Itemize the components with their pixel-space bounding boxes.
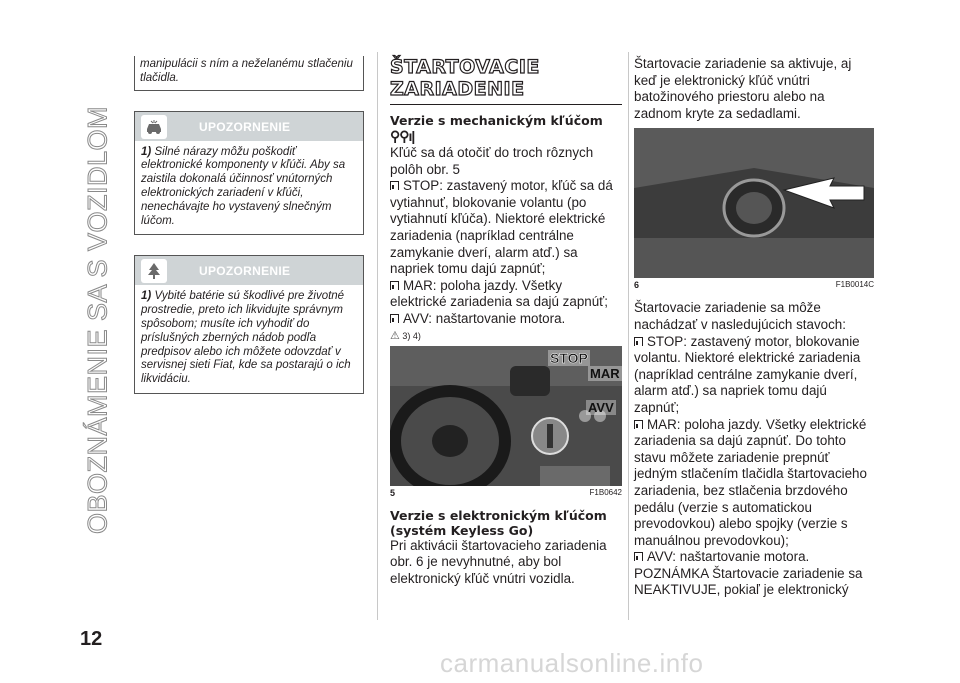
figure-code: F1B0642 bbox=[589, 487, 622, 497]
chapter-side-tab bbox=[78, 40, 118, 600]
recycle-tree-icon bbox=[141, 259, 167, 283]
bullet-icon bbox=[390, 181, 399, 190]
list-item: MAR: poloha jazdy. Všetky elektrické zariadenia sa dajú zapnúť. Do tohto stavu môžete zariadenie prepnúť jedným stlačením tlačidla štartovacieho zariadenia, bez stlačenia brzdového pedálu (verzie s automatickou prevodovkou) alebo spojky (verzie s manuálnou prevodovkou); bbox=[634, 416, 867, 548]
list-item: MAR: poloha jazdy. Všetky elektrické zariadenia sa dajú zapnúť; bbox=[390, 277, 608, 310]
warning-number: 1) bbox=[141, 145, 152, 158]
figure-ignition-key bbox=[390, 346, 622, 486]
warning-title: UPOZORNENIE bbox=[199, 264, 291, 279]
figure-number: 5 bbox=[390, 487, 396, 498]
warning-banner bbox=[134, 255, 364, 285]
warning-title: UPOZORNENIE bbox=[199, 119, 291, 134]
label-stop: STOP bbox=[550, 349, 588, 366]
list-item: STOP: zastavený motor, kľúč sa dá vytiahnuť, blokovanie volantu (po vytiahnutí kľúča). Niektoré elektrické zariadenia (napríklad centrálne zamykanie dverí, alarm atď.) sa napriek tomu dajú zapnúť; bbox=[390, 178, 613, 277]
note: POZNÁMKA Štartovacie zariadenie sa NEAKTIVUJE, pokiaľ je elektronický bbox=[634, 565, 863, 598]
warning-banner bbox=[134, 111, 364, 141]
paragraph: Pri aktivácii štartovacieho zariadenia obr. 6 je nevyhnutné, aby bol elektronický kľúč vnútri vozidla. bbox=[390, 537, 607, 586]
warning-text: Silné nárazy môžu poškodiť elektronické komponenty v kľúči. Aby sa zaistila dokonalá účinnosť vnútorných elektronických zariadení v kľúči, nenechávajte ho vystavený slnečným lúčom. bbox=[141, 145, 346, 227]
warning-text: Vybité batérie sú škodlivé pre životné prostredie, preto ich likvidujte správnym spôsobom; musíte ich vyhodiť do príslušných zberných nádob podľa predpisov alebo ich môžete odovzdať v servisnej sieti Fiat, kde sa postarajú o ich likvidáciu. bbox=[141, 290, 351, 386]
figure-number: 6 bbox=[634, 280, 640, 291]
column-left bbox=[134, 56, 364, 394]
start-button-illustration bbox=[634, 128, 874, 278]
warning-body bbox=[134, 285, 364, 394]
section-heading: ŠTARTOVACIE ZARIADENIE bbox=[390, 56, 540, 100]
column-right bbox=[634, 56, 874, 599]
paragraph: Štartovacie zariadenie sa môže nachádzať v nasledujúcich stavoch: bbox=[634, 300, 846, 332]
intro-note bbox=[134, 56, 364, 91]
list-item: AVV: naštartovanie motora. bbox=[634, 549, 874, 566]
warning-triangle-icon: ⚠ bbox=[390, 329, 400, 342]
warning-number: 1) bbox=[141, 290, 152, 303]
watermark: carmanualsonline.info bbox=[440, 648, 704, 678]
paragraph: Štartovacie zariadenie sa aktivuje, aj keď je elektronický kľúč vnútri batožinového priestoru alebo na zadnom kryte za sedadlami. bbox=[634, 56, 852, 121]
subheading-mechanical-key: Verzie s mechanickým kľúčom bbox=[390, 113, 603, 128]
figure-code: F1B0014C bbox=[835, 280, 874, 290]
column-middle bbox=[390, 56, 622, 587]
key-icon: ⚲⚲ı| bbox=[390, 128, 415, 144]
heading-rule bbox=[390, 104, 622, 105]
warning-reference: ⚠ 3) 4) bbox=[390, 329, 421, 342]
figure-start-button bbox=[634, 128, 874, 278]
column-divider bbox=[628, 52, 629, 620]
bullet-icon bbox=[390, 281, 399, 290]
label-mar: MAR bbox=[590, 365, 620, 381]
page-number: 12 bbox=[80, 628, 103, 650]
warning-body bbox=[134, 141, 364, 236]
paragraph: Kľúč sa dá otočiť do troch rôznych polôh obr. 5 bbox=[390, 145, 594, 177]
figure-caption bbox=[634, 280, 874, 290]
bullet-icon bbox=[634, 552, 643, 561]
label-avv: AVV bbox=[588, 399, 614, 415]
column-divider bbox=[377, 52, 378, 620]
car-warning-icon bbox=[141, 115, 167, 139]
figure-caption bbox=[390, 488, 622, 498]
list-item: AVV: naštartovanie motora. bbox=[390, 311, 622, 328]
intro-text: manipulácii s ním a neželanému stlačeniu tlačidla. bbox=[140, 58, 353, 84]
bullet-icon bbox=[634, 337, 643, 346]
bullet-icon bbox=[634, 420, 643, 429]
subheading-electronic-key: Verzie s elektronickým kľúčom (systém Keyless Go) bbox=[390, 507, 607, 538]
bullet-icon bbox=[390, 314, 399, 323]
list-item: STOP: zastavený motor, blokovanie volantu. Niektoré elektrické zariadenia (napríklad centrálne zamykanie dverí, alarm atď.) sa napriek tomu dajú zapnúť; bbox=[634, 333, 861, 415]
chapter-title: OBOZNÁMENIE SA S VOZIDLOM bbox=[82, 105, 113, 535]
